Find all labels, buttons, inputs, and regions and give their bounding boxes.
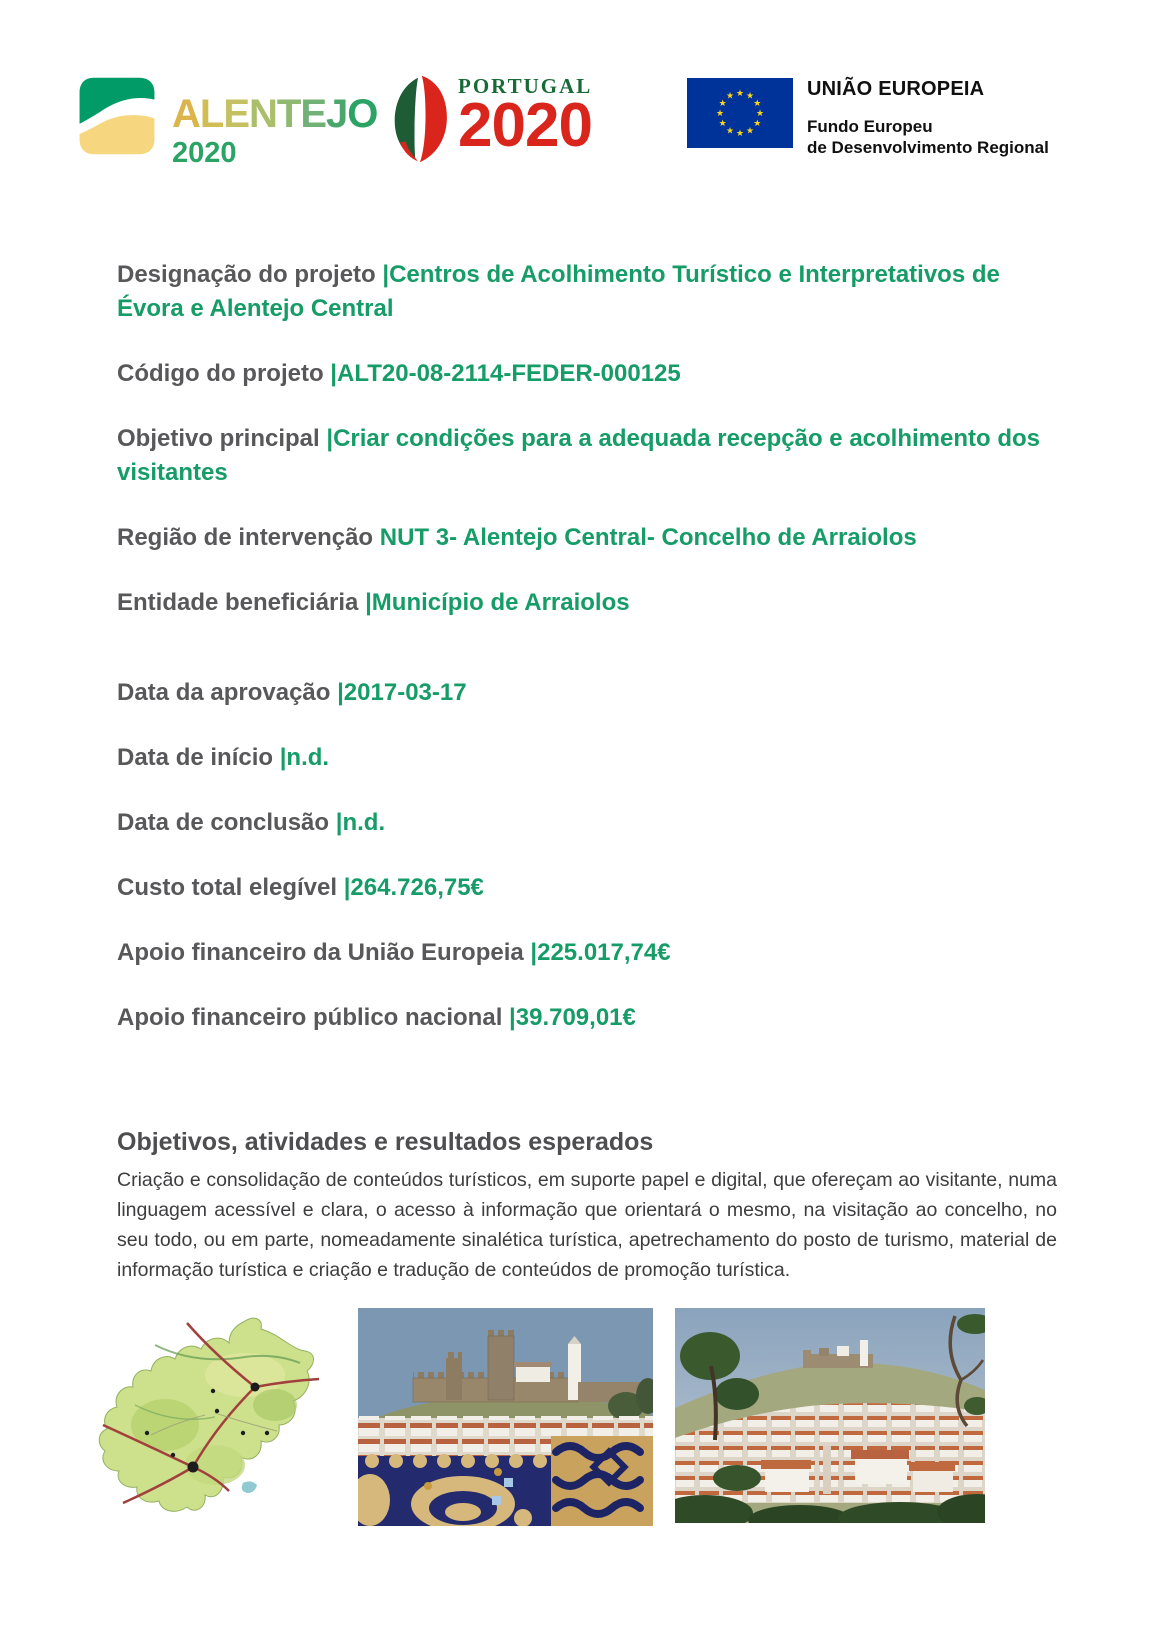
- field-label: Entidade beneficiária: [117, 589, 366, 616]
- alentejo-letter: N: [249, 92, 277, 136]
- svg-text:★: ★: [735, 129, 745, 139]
- alentejo-letter: O: [347, 92, 378, 136]
- field-row: [117, 676, 1057, 710]
- eu-fund-line2: de Desenvolvimento Regional: [807, 138, 1049, 158]
- field-value: |n.d.: [279, 744, 330, 771]
- eu-logo-title: UNIÃO EUROPEIA: [807, 78, 985, 100]
- eu-logo-text: [807, 78, 1049, 159]
- objectives-paragraph: Criação e consolidação de conteúdos turísticos, em suporte papel e digital, que ofereçam ao visitante, numa linguagem acessível e clara, o acesso à informação que orientará o mesmo, na visitação ao concelho, no seu todo, ou em parte, nomeadamente sinalética turística, apetrechamento do posto de turismo, material de informação turística e criação e tradução de conteúdos de promoção turística.: [117, 1169, 1057, 1281]
- field-label: Data de conclusão: [117, 809, 336, 836]
- photos-row: [0, 1305, 1158, 1535]
- svg-text:★: ★: [718, 99, 727, 109]
- svg-text:★: ★: [725, 126, 735, 137]
- castle-and-carpet-photo: [358, 1308, 653, 1526]
- field-row: [117, 586, 1057, 620]
- field-value: |39.709,01€: [509, 1004, 636, 1031]
- alentejo-logo-name: [172, 94, 377, 134]
- alentejo-letter: L: [199, 92, 224, 136]
- alentejo-logo-mark-icon: [78, 70, 156, 162]
- eu-logo: [687, 78, 1049, 159]
- alentejo-letter: T: [276, 92, 301, 136]
- field-value: |Município de Arraiolos: [365, 589, 630, 616]
- alentejo-letter: E: [223, 92, 250, 136]
- field-label: Código do projeto: [117, 360, 331, 387]
- field-row: [117, 521, 1057, 555]
- field-label: Custo total elegível: [117, 874, 344, 901]
- alentejo-logo-year: 2020: [172, 137, 237, 169]
- svg-text:★: ★: [753, 119, 762, 129]
- svg-text:★: ★: [745, 91, 755, 102]
- svg-text:★: ★: [755, 109, 765, 119]
- svg-text:★: ★: [745, 126, 755, 137]
- field-value: |225.017,74€: [530, 939, 671, 966]
- field-row: [117, 741, 1057, 775]
- field-value: |Criar condições para a adequada recepção e acolhimento dos visitantes: [117, 425, 1040, 486]
- svg-text:★: ★: [715, 109, 725, 119]
- portugal-logo-name: PORTUGAL: [458, 74, 593, 98]
- svg-text:★: ★: [753, 99, 762, 109]
- svg-text:★: ★: [735, 89, 745, 99]
- alentejo-letter: J: [326, 92, 348, 136]
- field-value: |2017-03-17: [337, 679, 467, 706]
- portugal-logo-year: 2020: [458, 91, 592, 160]
- alentejo-letter: E: [300, 92, 327, 136]
- field-label: Data de início: [117, 744, 280, 771]
- objectives-section: [117, 1128, 1057, 1285]
- svg-text:★: ★: [718, 119, 727, 129]
- field-row: [117, 258, 1057, 326]
- arraiolos-map-image: [95, 1305, 322, 1528]
- eu-fund-line1: Fundo Europeu: [807, 117, 933, 136]
- alentejo-2020-logo: [78, 70, 377, 168]
- portugal-2020-logo: [390, 62, 592, 164]
- portugal-logo-text: [458, 62, 592, 164]
- field-row: [117, 806, 1057, 840]
- svg-text:★: ★: [725, 91, 735, 102]
- field-row: [117, 1001, 1057, 1035]
- project-fields: [117, 258, 1057, 1066]
- field-value: |n.d.: [335, 809, 386, 836]
- portugal-leaf-icon: [390, 74, 448, 164]
- town-view-photo: [675, 1308, 985, 1523]
- field-value: NUT 3- Alentejo Central- Concelho de Arraiolos: [379, 524, 917, 551]
- field-row: [117, 357, 1057, 391]
- field-row: [117, 871, 1057, 905]
- field-value: |Centros de Acolhimento Turístico e Interpretativos de Évora e Alentejo Central: [117, 261, 1000, 322]
- eu-flag-icon: [687, 78, 793, 148]
- field-value: |ALT20-08-2114-FEDER-000125: [330, 360, 681, 387]
- field-row: [117, 422, 1057, 490]
- field-label: Designação do projeto: [117, 261, 383, 288]
- alentejo-logo-text: [172, 70, 377, 168]
- field-row: [117, 936, 1057, 970]
- field-label: Região de intervenção: [117, 524, 380, 551]
- field-label: Objetivo principal: [117, 425, 327, 452]
- objectives-heading: Objetivos, atividades e resultados esperados: [117, 1128, 654, 1156]
- eu-fund-name: [807, 116, 1049, 159]
- field-value: |264.726,75€: [343, 874, 484, 901]
- field-label: Apoio financeiro público nacional: [117, 1004, 510, 1031]
- field-label: Apoio financeiro da União Europeia: [117, 939, 531, 966]
- field-label: Data da aprovação: [117, 679, 338, 706]
- alentejo-letter: A: [172, 92, 200, 136]
